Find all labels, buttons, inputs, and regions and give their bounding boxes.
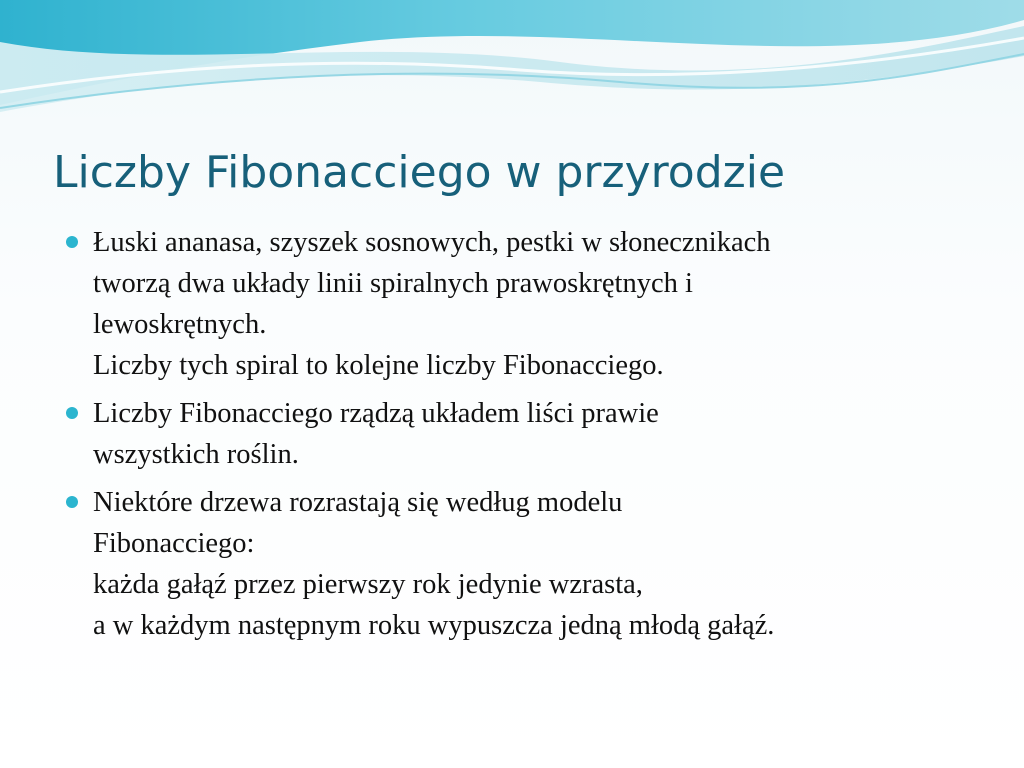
slide-title: Liczby Fibonacciego w przyrodzie [53,147,786,198]
bullet-item [60,222,995,386]
bullet-text-line: lewoskrętnych. [93,309,267,340]
bullet-list [60,222,995,653]
decorative-wave-header [0,0,1024,130]
bullet-text-line: Niektóre drzewa rozrastają się według modelu [93,487,623,518]
bullet-text-line: Łuski ananasa, szyszek sosnowych, pestki w słonecznikach [93,227,771,258]
bullet-icon [66,496,78,508]
bullet-text-line: Liczby tych spiral to kolejne liczby Fibonacciego. [93,350,664,381]
bullet-icon [66,236,78,248]
bullet-text-line: Liczby Fibonacciego rządzą układem liści prawie [93,398,659,429]
bullet-text-line: wszystkich roślin. [93,439,299,470]
bullet-icon [66,407,78,419]
bullet-text-line: tworzą dwa układy linii spiralnych prawoskrętnych i [93,268,693,299]
bullet-text-line: a w każdym następnym roku wypuszcza jedną młodą gałąź. [93,610,775,641]
bullet-item [60,393,995,475]
bullet-item [60,482,995,646]
bullet-text-line: każda gałąź przez pierwszy rok jedynie wzrasta, [93,569,643,600]
bullet-text-line: Fibonacciego: [93,528,255,559]
